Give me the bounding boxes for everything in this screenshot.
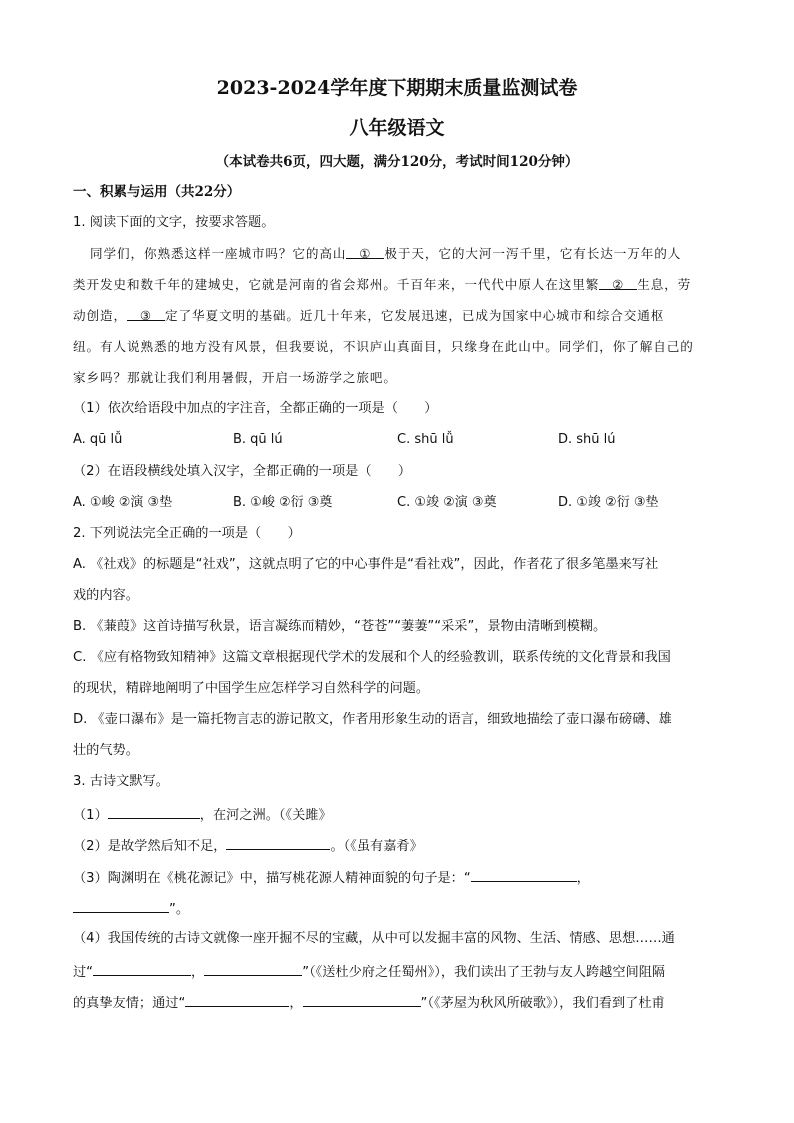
passage-text: 生息，劳 [637,277,692,292]
passage-text: 同学们，你熟悉这样一座城市吗？它的高山 [90,246,347,261]
answer-blank[interactable] [93,961,191,976]
answer-blank[interactable] [226,835,330,850]
answer-blank[interactable] [303,992,421,1007]
q3-item-1 [73,804,332,826]
option-b[interactable]: B. ①峻 ②衍 ③奠 [233,495,333,510]
answer-blank[interactable] [471,867,577,882]
item-text: （2）是故学然后知不足， [73,839,227,854]
option-d[interactable]: D. ①竣 ②衍 ③垫 [558,495,659,510]
q2-option-b[interactable]: B. 《蒹葭》这首诗描写秋景，语言凝练而精妙，“苍苍”“萋萋”“采采”，景物由清晰到模糊。 [73,619,607,634]
item-text: （3）陶渊明在《桃花源记》中，描写桃花源人精神面貌的句子是：“ [73,871,471,886]
exam-note: （本试卷共6页，四大题，满分120分，考试时间120分钟） [215,154,579,170]
passage-text: 动创造， [73,308,127,323]
passage-line-1 [90,244,681,264]
q3-item-3-cont [73,898,189,920]
passage-text: 类开发史和数千年的建城史，它就是河南的省会郑州。千百年来，一代代中原人在这里繁 [73,277,600,292]
option-c[interactable]: C. ①竣 ②演 ③奠 [397,495,497,510]
item-text: ， [576,871,590,886]
question-1-sub-1: （1）依次给语段中加点的字注音，全都正确的一项是（ ） [73,401,438,416]
item-text: ”（《茅屋为秋风所破歌》），我们看到了杜甫 [420,996,665,1011]
option-a[interactable]: A. qū lǚ [73,432,123,447]
item-text: ”（《送杜少府之任蜀州》），我们读出了王勃与友人跨越空间阻隔 [302,965,666,980]
passage-line-4: 纽。有人说熟悉的地方没有风景，但我要说，不识庐山真面目，只缘身在此山中。同学们，你了解自己的 [73,339,694,354]
option-c[interactable]: C. shū lǚ [397,432,454,447]
question-1-sub-2: （2）在语段横线处填入汉字，全都正确的一项是（ ） [73,464,412,479]
q3-item-4-line-2 [73,961,665,983]
item-text: ， [191,965,205,980]
item-text: ，在河之洲。（《关雎》 [199,808,332,823]
passage-text: 定了华夏文明的基础。近几十年来，它发展迅速，已成为国家中心城市和综合交通枢 [164,308,665,323]
q3-item-4-line-3 [73,992,665,1014]
answer-blank[interactable] [108,804,200,819]
passage-text: 极于天，它的大河一泻千里，它有长达一万年的人 [384,246,682,261]
q2-option-c-cont: 的现状，精辟地阐明了中国学生应怎样学习自然科学的问题。 [73,681,430,696]
blank-3: ③ [127,306,165,321]
blank-1: ① [346,244,384,259]
passage-line-3 [73,306,664,326]
option-a[interactable]: A. ①峻 ②演 ③垫 [73,495,173,510]
answer-blank[interactable] [73,898,169,913]
q2-option-c[interactable]: C. 《应有格物致知精神》这篇文章根据现代学术的发展和个人的经验教训，联系传统的文化背景和我国 [73,650,671,665]
q3-item-3 [73,867,590,889]
passage-line-5: 家乡吗？那就让我们利用暑假，开启一场游学之旅吧。 [73,370,397,385]
q3-item-4: （4）我国传统的古诗文就像一座开掘不尽的宝藏，从中可以发掘丰富的风物、生活、情感、思想……通 [73,931,675,946]
answer-blank[interactable] [204,961,302,976]
passage-line-2 [73,275,691,295]
q2-option-d[interactable]: D. 《壶口瀑布》是一篇托物言志的游记散文，作者用形象生动的语言，细致地描绘了壶口瀑布磅礴、雄 [73,712,672,727]
answer-blank[interactable] [185,992,289,1007]
q2-option-a[interactable]: A. 《社戏》的标题是“社戏”，这就点明了它的中心事件是“看社戏”，因此，作者花了很多笔墨来写社 [73,557,659,572]
item-text: 。（《虽有嘉肴》 [330,839,423,854]
item-text: （1） [73,808,108,823]
option-d[interactable]: D. shū lú [558,432,616,447]
question-1-stem: 1. 阅读下面的文字，按要求答题。 [73,215,275,230]
item-text: 的真挚友情；通过“ [73,996,186,1011]
question-3-stem: 3. 古诗文默写。 [73,774,169,789]
question-2-stem: 2. 下列说法完全正确的一项是（ ） [73,526,301,541]
q2-option-d-cont: 壮的气势。 [73,743,139,758]
q3-item-2 [73,835,423,857]
item-text: 过“ [73,965,94,980]
option-b[interactable]: B. qū lú [233,432,283,447]
item-text: ”。 [169,902,190,917]
section-heading: 一、积累与运用（共22分） [73,184,241,200]
item-text: ， [289,996,303,1011]
blank-2: ② [599,275,637,290]
exam-subtitle: 八年级语文 [349,117,445,139]
q2-option-a-cont: 戏的内容。 [73,588,139,603]
exam-title: 2023-2024学年度下期期末质量监测试卷 [216,77,578,99]
